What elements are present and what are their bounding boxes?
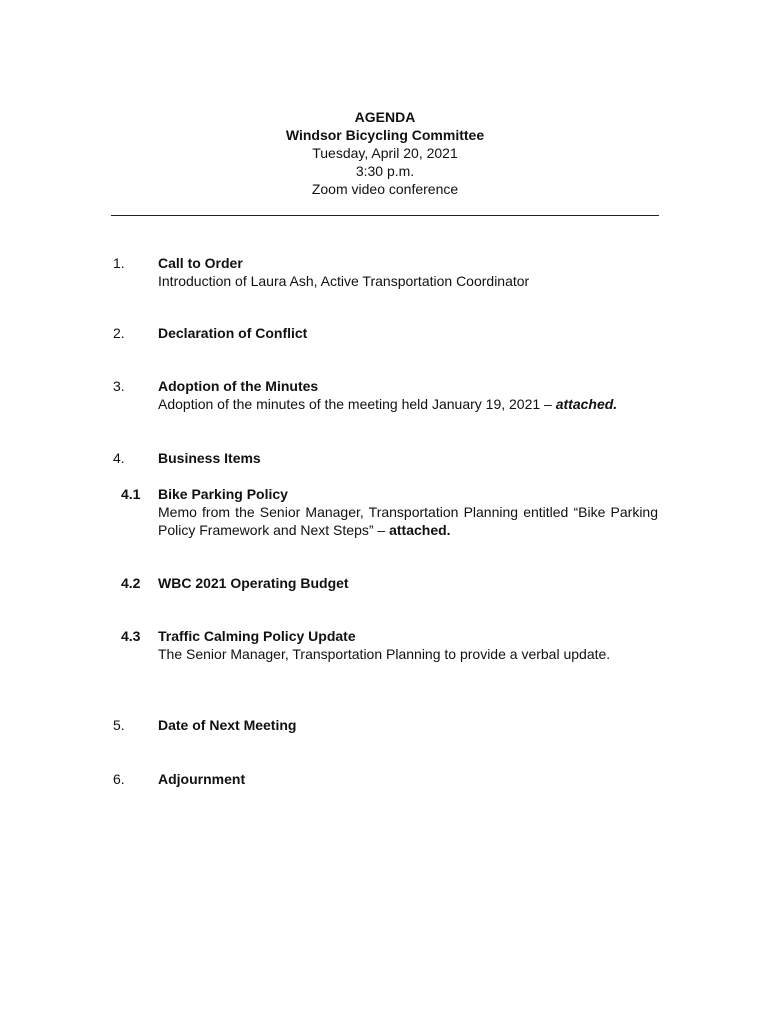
item-number: 6. (113, 771, 125, 787)
item-content (158, 574, 658, 592)
item-description (158, 503, 658, 539)
item-title: Declaration of Conflict (158, 325, 308, 341)
item-content (158, 449, 658, 467)
item-number: 1. (113, 255, 125, 271)
item-description: The Senior Manager, Transportation Planning to provide a verbal update. (158, 646, 611, 662)
item-description-text: Memo from the Senior Manager, Transportation Planning entitled “Bike Parking Policy Framework and Next Steps” – (158, 504, 658, 538)
committee-name: Windsor Bicycling Committee (285, 127, 485, 143)
item-content (158, 485, 658, 539)
item-content (158, 254, 658, 290)
agenda-header (0, 108, 770, 198)
item-description: Introduction of Laura Ash, Active Transportation Coordinator (158, 273, 530, 289)
item-title: Call to Order (158, 255, 243, 271)
header-divider (111, 215, 659, 216)
meeting-location: Zoom video conference (311, 181, 459, 197)
attachment-note: attached. (389, 522, 451, 538)
item-number: 2. (113, 325, 125, 341)
attachment-note: attached. (555, 396, 618, 412)
item-content (158, 770, 658, 788)
item-content (158, 716, 658, 734)
item-title: Bike Parking Policy (158, 486, 288, 502)
item-title: Adjournment (158, 771, 246, 787)
item-number: 4.1 (121, 486, 141, 502)
item-title: Traffic Calming Policy Update (158, 628, 356, 644)
meeting-time: 3:30 p.m. (355, 163, 415, 179)
agenda-heading: AGENDA (354, 109, 416, 125)
item-title: Adoption of the Minutes (158, 378, 319, 394)
item-description-text: Adoption of the minutes of the meeting held January 19, 2021 – (158, 396, 556, 412)
item-content (158, 377, 658, 413)
item-description (158, 395, 658, 413)
item-title: Business Items (158, 450, 261, 466)
item-number: 3. (113, 378, 125, 394)
item-number: 4.2 (121, 575, 141, 591)
item-content (158, 627, 658, 663)
item-number: 5. (113, 717, 125, 733)
item-title: WBC 2021 Operating Budget (158, 575, 349, 591)
item-title: Date of Next Meeting (158, 717, 297, 733)
meeting-date: Tuesday, April 20, 2021 (312, 145, 458, 161)
item-content (158, 324, 658, 342)
item-number: 4. (113, 450, 125, 466)
item-number: 4.3 (121, 628, 141, 644)
